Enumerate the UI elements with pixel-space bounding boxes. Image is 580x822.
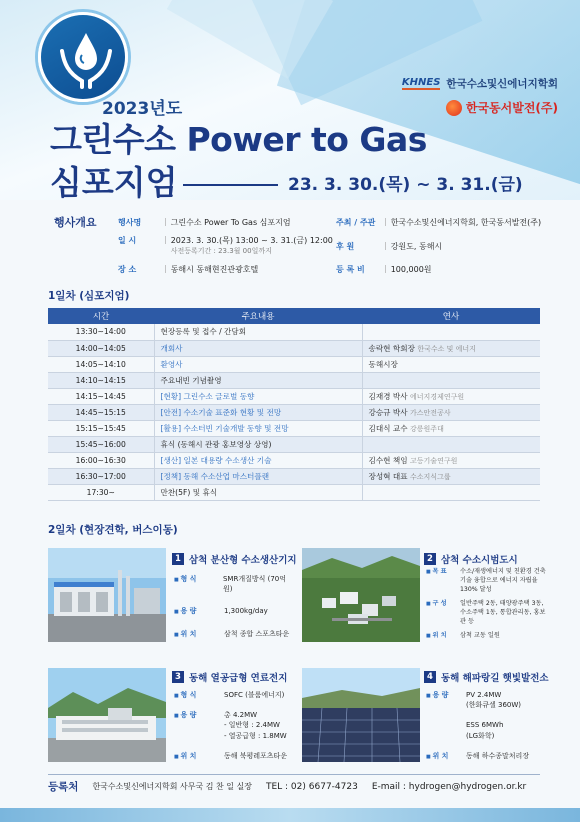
site3-details: ■ 형 식 SOFC (블룸에너지) ■ 용 량 총 4.2MW - 일반형 : 2.4MW - 열공급형 : 1.8MW ■ 위 치 동해 북평레포츠타운 — [174, 690, 294, 766]
water-drop-hands-icon — [58, 29, 114, 91]
row-speaker: 동해시장 — [362, 356, 540, 372]
registration-footer — [48, 774, 540, 798]
row-content: [정책] 동해 수소산업 마스터플랜 — [154, 468, 362, 484]
site1-title: 1 삼척 분산형 수소생산기지 — [172, 552, 297, 566]
info-sponsor: 후 원 | 강원도, 동해시 — [336, 241, 443, 251]
row-time: 14:45~15:15 — [48, 404, 154, 420]
row-speaker: 김대식 교수 강릉원주대 — [362, 420, 540, 436]
hydrogen-hands-logo — [38, 12, 128, 102]
row-time: 15:15~15:45 — [48, 420, 154, 436]
row-speaker: 김수현 책임 고등기술연구원 — [362, 452, 540, 468]
row-speaker: 강승규 박사 가스안전공사 — [362, 404, 540, 420]
schedule-row — [48, 340, 540, 356]
col-speaker: 연사 — [362, 308, 540, 324]
info-datetime: 일 시 | 2023. 3. 30.(목) 13:00 ~ 3. 31.(금) 12:00 사전등록기간 : 23.3월 00일까지 — [118, 235, 333, 255]
info-venue: 장 소 | 동해시 동해현진관광호텔 — [118, 264, 259, 274]
row-content: 만찬(5F) 및 휴식 — [154, 484, 362, 500]
info-host: 주최 / 주관 | 한국수소및신에너지학회, 한국동서발전(주) — [336, 217, 542, 227]
row-content: [안전] 수소기술 표준화 현황 및 전망 — [154, 404, 362, 420]
row-time: 15:45~16:00 — [48, 436, 154, 452]
info-name: 행사명 | 그린수소 Power To Gas 심포지엄 — [118, 217, 291, 227]
row-speaker — [362, 372, 540, 388]
overview-label: 행사개요 — [54, 216, 97, 229]
col-time: 시간 — [48, 308, 154, 324]
row-content: [현황] 그린수소 글로벌 동향 — [154, 388, 362, 404]
footer-contact: 한국수소및신에너지학회 사무국 김 찬 일 실장 — [92, 782, 252, 791]
row-time: 14:00~14:05 — [48, 340, 154, 356]
schedule-row — [48, 484, 540, 500]
row-content: [생산] 일본 대용량 수소생산 기술 — [154, 452, 362, 468]
site2-photo — [302, 548, 420, 642]
khnes-logo: KHNES — [401, 77, 441, 88]
kewp-logo-icon — [446, 100, 462, 116]
schedule-row — [48, 436, 540, 452]
row-speaker: 김재경 박사 에너지경제연구원 — [362, 388, 540, 404]
footer-label: 등록처 — [48, 781, 79, 793]
site4-title: 4 동해 해파랑길 햇빛발전소 — [424, 670, 549, 684]
row-speaker — [362, 436, 540, 452]
row-time: 16:30~17:00 — [48, 468, 154, 484]
site1-details: ■ 형 식 SMR개질방식 (70억원) ■ 용 량 1,300kg/day ■ 위 치 삼척 종합 스포츠타운 — [174, 574, 294, 644]
site1-photo — [48, 548, 166, 642]
schedule-row — [48, 324, 540, 340]
footer-tel: TEL : 02) 6677-4723 — [265, 781, 358, 792]
day1-schedule-table — [48, 308, 540, 501]
site3-photo — [48, 668, 166, 762]
row-time: 13:30~14:00 — [48, 324, 154, 340]
row-speaker: 장성혁 대표 수소지식그룹 — [362, 468, 540, 484]
info-fee: 등 록 비 | 100,000원 — [336, 264, 432, 274]
org1-name: 한국수소및신에너지학회 — [446, 78, 558, 90]
footer-email[interactable]: E-mail : hydrogen@hydrogen.or.kr — [371, 781, 527, 792]
row-content: 주요내빈 기념촬영 — [154, 372, 362, 388]
org-khnes — [402, 76, 558, 91]
row-speaker: 송락현 학회장 한국수소 및 에너지 — [362, 340, 540, 356]
site4-details: ■ 용 량 PV 2.4MW (한화큐셀 360W) ESS 6MWh (LG화학) ■ 위 치 동해 하수종말처리장 — [426, 690, 550, 766]
title-line1: 그린수소 Power to Gas — [50, 120, 427, 159]
site3-title: 3 동해 열공급형 연료전지 — [172, 670, 287, 684]
schedule-row — [48, 452, 540, 468]
day2-title: 2일차 (현장견학, 버스이동) — [48, 524, 178, 536]
row-time: 16:00~16:30 — [48, 452, 154, 468]
event-date: 23. 3. 30.(목) ~ 3. 31.(금) — [288, 175, 523, 195]
row-speaker — [362, 484, 540, 500]
schedule-row — [48, 468, 540, 484]
row-time: 17:30~ — [48, 484, 154, 500]
site4-photo — [302, 668, 420, 762]
schedule-row — [48, 372, 540, 388]
row-content: 환영사 — [154, 356, 362, 372]
row-content: 개회사 — [154, 340, 362, 356]
col-content: 주요내용 — [154, 308, 362, 324]
schedule-row — [48, 420, 540, 436]
bottom-decor-bar — [0, 808, 580, 822]
row-content: 휴식 (동해시 관광 홍보영상 상영) — [154, 436, 362, 452]
row-content: [활용] 수소터빈 기술개발 동향 및 전망 — [154, 420, 362, 436]
schedule-row — [48, 356, 540, 372]
date-divider — [183, 184, 278, 186]
row-time: 14:10~14:15 — [48, 372, 154, 388]
title-line2: 심포지엄 — [50, 163, 178, 202]
row-content: 현장등록 및 접수 / 간담회 — [154, 324, 362, 340]
event-year: 2023년도 — [102, 99, 183, 119]
day1-title: 1일차 (심포지엄) — [48, 290, 130, 302]
site2-details: ■ 목 표 수소/재생에너지 및 친환경 건축기술 융합으로 에너지 자립율 130% 달성 ■ 구 성 일반주택 2동, 태양광주택 3동, 수소주택 1동, 통합관리동, 홍보관 등 ■ 위 치 삼척 교동 일원 — [426, 568, 550, 646]
row-speaker — [362, 324, 540, 340]
row-time: 14:15~14:45 — [48, 388, 154, 404]
org2-name: 한국동서발전(주) — [465, 101, 558, 115]
schedule-row — [48, 404, 540, 420]
site2-title: 2 삼척 수소시범도시 — [424, 552, 518, 566]
schedule-row — [48, 388, 540, 404]
row-time: 14:05~14:10 — [48, 356, 154, 372]
